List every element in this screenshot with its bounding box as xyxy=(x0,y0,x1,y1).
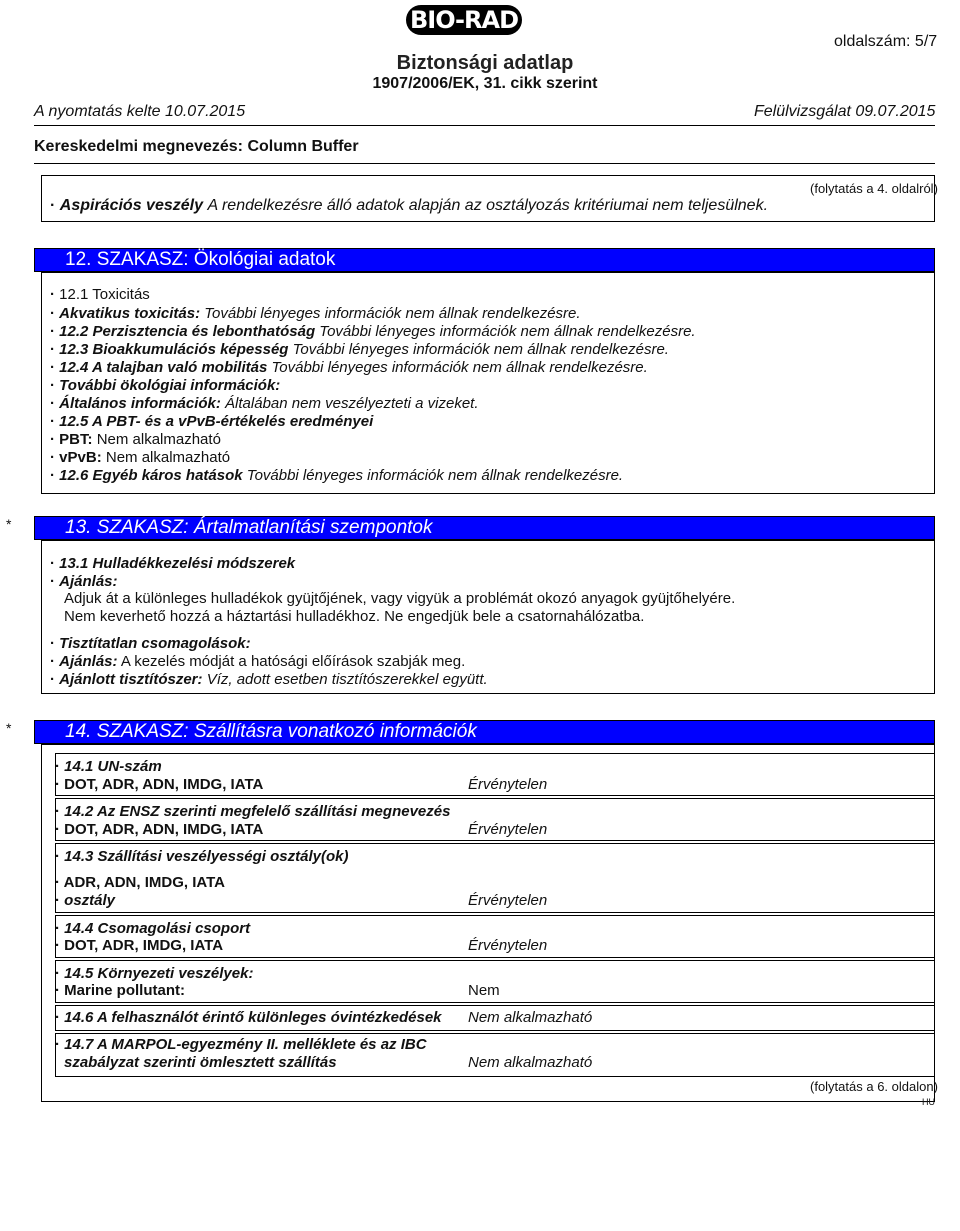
s13-line-7 xyxy=(50,671,488,689)
aspiration-label: · Aspirációs veszély xyxy=(50,197,203,214)
s13-recommendation-text-1: Adjuk át a különleges hulladékok gyüjtőjének, vagy vigyük a problémát okozó anyagok gyüjtőhelyére. xyxy=(64,590,736,607)
s14-b7-row-1 xyxy=(55,1036,427,1054)
s12-line-7 xyxy=(50,395,479,413)
s12-line-3 xyxy=(50,323,696,341)
s14-b2-title-row xyxy=(55,803,450,821)
language-code: HU xyxy=(922,1097,935,1107)
s14-b1-label: · DOT, ADR, ADN, IMDG, IATA xyxy=(55,776,263,793)
s14-b1-label-row xyxy=(55,776,263,794)
s14-b3-sub: · ADR, ADN, IMDG, IATA xyxy=(55,874,225,891)
s13-recommendation-text-2: Nem keverhető hozzá a háztartási hulladékhoz. Ne engedjük bele a csatornahálózatba. xyxy=(64,608,645,625)
s14-b5-label: · Marine pollutant: xyxy=(55,982,185,999)
header-divider-top xyxy=(34,125,935,126)
aspiration-text: A rendelkezésre álló adatok alapján az osztályozás kritériumai nem teljesülnek. xyxy=(207,197,769,214)
continued-on: (folytatás a 6. oldalon) xyxy=(810,1079,938,1094)
s13-packaging-recommendation-text: A kezelés módját a hatósági előírások szabják meg. xyxy=(120,653,466,670)
s13-line-2 xyxy=(50,573,118,591)
s12-toxicity-label: · 12.1 Toxicitás xyxy=(50,286,150,303)
s12-aquatic-text: További lényeges információk nem állnak rendelkezésre. xyxy=(204,305,581,322)
s13-packaging-recommendation-label: · Ajánlás: xyxy=(50,653,118,670)
s13-uncleaned-packaging-label: · Tisztítatlan csomagolások: xyxy=(50,635,251,652)
s12-general-info-text: Általában nem veszélyezteti a vizeket. xyxy=(225,395,479,412)
s12-line-2 xyxy=(50,305,581,323)
s14-b4-value: Érvénytelen xyxy=(468,937,548,954)
s14-hazard-class-title: · 14.3 Szállítási veszélyességi osztály(ok) xyxy=(55,848,349,865)
s12-line-6 xyxy=(50,377,280,395)
bio-rad-logo: BIO-RAD xyxy=(406,5,522,35)
s14-un-number-title: · 14.1 UN-szám xyxy=(55,758,162,775)
s13-line-6 xyxy=(50,653,465,671)
s13-cleaning-agent-label: · Ajánlott tisztítószer: xyxy=(50,671,203,688)
s14-env-hazards-title: · 14.5 Környezeti veszélyek: xyxy=(55,965,253,982)
print-date: A nyomtatás kelte 10.07.2015 xyxy=(34,103,246,120)
s13-line-1 xyxy=(50,555,295,573)
s12-further-info-label: · További ökológiai információk: xyxy=(50,377,280,394)
review-date: Felülvizsgálat 09.07.2015 xyxy=(754,103,936,120)
s14-b5-title-row xyxy=(55,965,253,983)
s12-persistence-label: · 12.2 Perzisztencia és lebonthatóság xyxy=(50,323,315,340)
s12-line-4 xyxy=(50,341,669,359)
s13-line-5 xyxy=(50,635,251,653)
s12-vpvb-label: · vPvB: xyxy=(50,449,102,466)
s14-b2-value: Érvénytelen xyxy=(468,821,548,838)
s14-b6-row xyxy=(55,1009,442,1027)
s12-pbt-results-label: · 12.5 A PBT- és a vPvB-értékelés eredményei xyxy=(50,413,373,430)
s14-b1-title-row xyxy=(55,758,162,776)
s14-b2-label: · DOT, ADR, ADN, IMDG, IATA xyxy=(55,821,263,838)
s14-b3-label-row xyxy=(55,892,115,910)
s14-b4-label-row xyxy=(55,937,223,955)
s12-other-effects-label: · 12.6 Egyéb káros hatások xyxy=(50,467,243,484)
s14-b6-value: Nem alkalmazható xyxy=(468,1009,593,1026)
s14-b3-label: · osztály xyxy=(55,892,115,909)
section-13-heading: 13. SZAKASZ: Ártalmatlanítási szempontok xyxy=(34,516,935,540)
trade-name: Kereskedelmi megnevezés: Column Buffer xyxy=(34,138,359,155)
header-divider-bottom xyxy=(34,163,935,164)
section-14-heading: 14. SZAKASZ: Szállításra vonatkozó információk xyxy=(34,720,935,744)
regulation: 1907/2006/EK, 31. cikk szerint xyxy=(372,75,598,92)
s13-waste-methods-label: · 13.1 Hulladékkezelési módszerek xyxy=(50,555,295,572)
s14-b3-sub-row xyxy=(55,874,225,892)
s12-line-10 xyxy=(50,449,230,467)
s12-pbt-text: Nem alkalmazható xyxy=(96,431,221,448)
s14-b1-value: Érvénytelen xyxy=(468,776,548,793)
section-14-change-marker: * xyxy=(6,720,12,736)
s12-persistence-text: További lényeges információk nem állnak rendelkezésre. xyxy=(319,323,696,340)
s14-b2-label-row xyxy=(55,821,263,839)
s12-line-1 xyxy=(50,286,150,304)
s14-b7-value: Nem alkalmazható xyxy=(468,1054,593,1071)
s12-general-info-label: · Általános információk: xyxy=(50,395,221,412)
s13-recommendation-label: · Ajánlás: xyxy=(50,573,118,590)
s12-vpvb-text: Nem alkalmazható xyxy=(105,449,231,466)
s12-bioaccumulation-text: További lényeges információk nem állnak rendelkezésre. xyxy=(292,341,669,358)
s12-line-11 xyxy=(50,467,623,485)
s14-shipping-name-title: · 14.2 Az ENSZ szerinti megfelelő szállítási megnevezés xyxy=(55,803,450,820)
s12-line-8 xyxy=(50,413,373,431)
s12-other-effects-text: További lényeges információk nem állnak rendelkezésre. xyxy=(246,467,624,484)
s12-aquatic-label: · Akvatikus toxicitás: xyxy=(50,305,200,322)
s14-b3-value: Érvénytelen xyxy=(468,892,548,909)
s14-b3-title-row xyxy=(55,848,349,866)
section-13-change-marker: * xyxy=(6,516,12,532)
s12-line-5 xyxy=(50,359,648,377)
s12-mobility-text: További lényeges információk nem állnak rendelkezésre. xyxy=(271,359,648,376)
s12-bioaccumulation-label: · 12.3 Bioakkumulációs képesség xyxy=(50,341,288,358)
s14-b7-label-2: szabályzat szerinti ömlesztett szállítás xyxy=(64,1054,337,1071)
s12-mobility-label: · 12.4 A talajban való mobilitás xyxy=(50,359,267,376)
s14-b7-label-1: · 14.7 A MARPOL-egyezmény II. melléklete és az IBC xyxy=(55,1036,427,1053)
s14-b4-title-row xyxy=(55,920,250,938)
s14-b5-label-row xyxy=(55,982,185,1000)
s12-line-9 xyxy=(50,431,221,449)
s12-pbt-label: · PBT: xyxy=(50,431,93,448)
document-title: Biztonsági adatlap xyxy=(396,52,574,74)
section-12-heading: 12. SZAKASZ: Ökológiai adatok xyxy=(34,248,935,272)
s13-cleaning-agent-text: Víz, adott esetben tisztítószerekkel együtt. xyxy=(206,671,488,688)
s14-packing-group-title: · 14.4 Csomagolási csoport xyxy=(55,920,250,937)
s14-b6-label: · 14.6 A felhasználót érintő különleges óvintézkedések xyxy=(55,1009,442,1026)
s14-b4-label: · DOT, ADR, IMDG, IATA xyxy=(55,937,223,954)
continued-from: (folytatás a 4. oldalról) xyxy=(810,181,938,196)
aspiration-line xyxy=(50,197,768,215)
s14-b5-value: Nem xyxy=(468,982,500,999)
page-number: oldalszám: 5/7 xyxy=(834,33,938,50)
